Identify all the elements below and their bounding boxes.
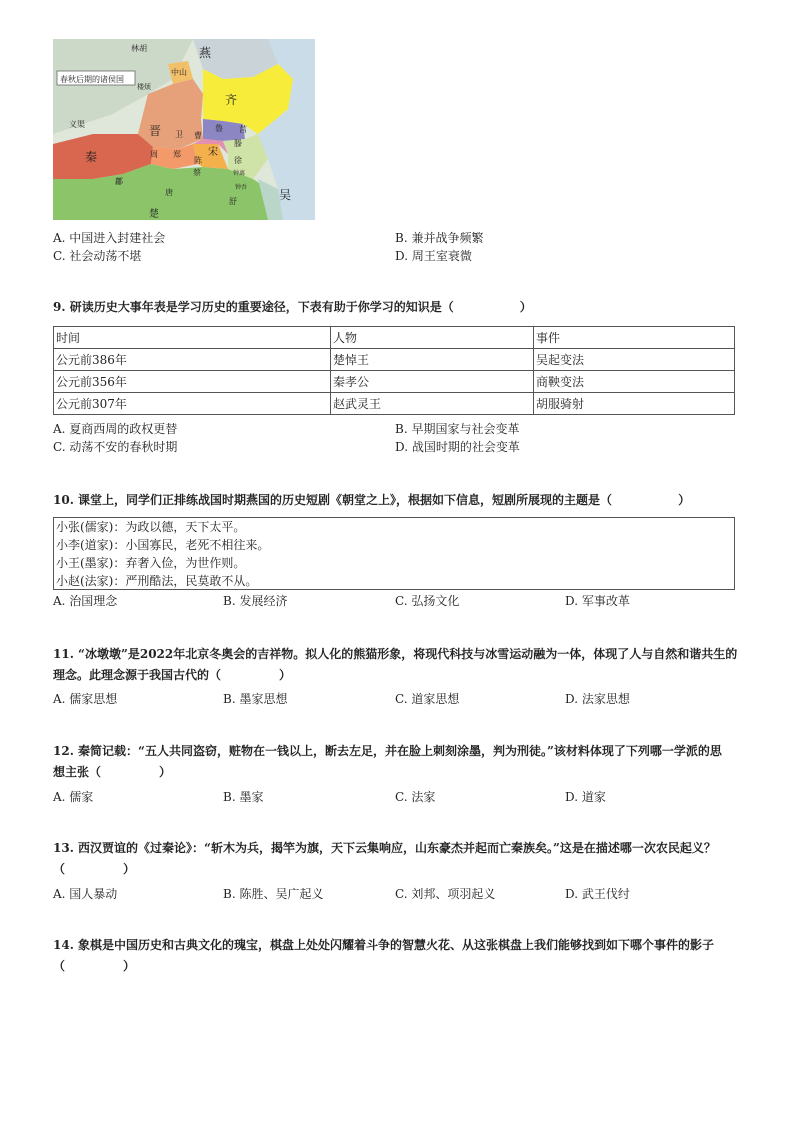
q12-stem: [53, 741, 743, 783]
q14-stem: [53, 935, 743, 977]
table-header-cell: 时间: [54, 327, 331, 349]
map-label-qin: 秦: [85, 150, 98, 164]
q10-stem-text: 10. 课堂上，同学们正排练战国时期燕国的历史短剧《朝堂之上》，根据如下信息，短剧所展现的主题是（: [53, 493, 613, 507]
map-label-song: 宋: [208, 147, 218, 158]
q10-option-d[interactable]: D. 军事改革: [565, 594, 630, 608]
q13-paren-close: ）: [123, 862, 136, 876]
q13-paren-open: （: [53, 862, 66, 876]
q10-line: 小赵(法家)：严刑酷法，民莫敢不从。: [56, 574, 258, 588]
q11-option-a[interactable]: A. 儒家思想: [53, 692, 118, 706]
map-label-tang: 唐: [165, 188, 173, 197]
q11-stem: [53, 644, 743, 686]
map-label-shu: 舒: [229, 197, 237, 206]
q14-paren-open: （: [53, 959, 66, 973]
map-label-wei: 卫: [175, 130, 183, 139]
map-label-ju: 莒: [239, 125, 247, 134]
q14-paren-wrap: [53, 956, 743, 977]
map-label-teng: 滕: [234, 139, 242, 148]
q11-paren-close: ）: [279, 668, 292, 682]
q11-option-b[interactable]: B. 墨家思想: [223, 692, 288, 706]
q13-option-a[interactable]: A. 国人暴动: [53, 887, 118, 901]
q10-line: 小王(墨家)：弃奢入俭，为世作则。: [56, 556, 246, 570]
q14-paren-close: ）: [123, 959, 136, 973]
q12-option-a[interactable]: A. 儒家: [53, 790, 94, 804]
table-row: [54, 349, 735, 371]
map-label-qi: 齐: [225, 93, 238, 107]
q11-stem-line2-wrap: [53, 665, 743, 686]
map-label-wu: 吴: [279, 188, 292, 202]
map-label-cao: 曹: [194, 131, 202, 140]
table-header-row: [54, 327, 735, 349]
table-cell: 商鞅变法: [534, 371, 735, 393]
table-row: [54, 393, 735, 415]
map-label-chen: 陈: [194, 156, 202, 165]
map-legend: 春秋后期的诸侯国: [60, 75, 124, 84]
table-cell: 赵武灵王: [331, 393, 534, 415]
q8-option-c[interactable]: C. 社会动荡不堪: [53, 249, 142, 263]
q9-option-d[interactable]: D. 战国时期的社会变革: [395, 440, 520, 454]
q9-option-b[interactable]: B. 早期国家与社会变革: [395, 422, 520, 436]
map-label-zhongli: 钟离: [233, 170, 246, 177]
map-label-zhou: 周: [150, 150, 158, 159]
q9-stem: [53, 297, 743, 318]
map-label-yong: 鄘: [115, 177, 123, 186]
map-label-zheng: 郑: [173, 150, 181, 159]
q12-stem-line1: 12. 秦简记载：“五人共同盗窃，赃物在一钱以上，断去左足，并在脸上刺刻涂墨，判为刑徒。”该材料体现了下列哪一学派的思: [53, 744, 722, 758]
table-cell: 楚悼王: [331, 349, 534, 371]
spring-autumn-states-map: [53, 39, 315, 220]
q11-option-d[interactable]: D. 法家思想: [565, 692, 630, 706]
q8-option-b[interactable]: B. 兼并战争频繁: [395, 231, 484, 245]
map-label-cai: 蔡: [193, 168, 201, 177]
table-cell: 吴起变法: [534, 349, 735, 371]
q11-stem-line1: 11. “冰墩墩”是2022年北京冬奥会的吉祥物。拟人化的熊猫形象，将现代科技与冰雪运动融为一体，体现了人与自然和谐共生的: [53, 647, 738, 661]
q13-paren-wrap: [53, 859, 743, 880]
q12-stem-line2-wrap: [53, 762, 743, 783]
map-label-linhu: 林胡: [131, 44, 147, 53]
q10-line: 小李(道家)：小国寡民，老死不相往来。: [56, 538, 270, 552]
q9-paren-close: ）: [519, 300, 532, 314]
q10-material-box: [53, 517, 735, 590]
q9-option-a[interactable]: A. 夏商西周的政权更替: [53, 422, 178, 436]
table-header-cell: 人物: [331, 327, 534, 349]
q9-table: [53, 326, 735, 415]
q8-option-d[interactable]: D. 周王室衰微: [395, 249, 472, 263]
map-label-xu: 徐: [234, 156, 242, 165]
q13-option-c[interactable]: C. 刘邦、项羽起义: [395, 887, 496, 901]
q12-stem-line2: 想主张（: [53, 765, 102, 779]
q13-stem-line1: 13. 西汉贾谊的《过秦论》：“斩木为兵，揭竿为旗，天下云集响应，山东豪杰并起而亡秦族矣。”这是在描述哪一次农民起义？: [53, 841, 716, 855]
q14-stem-line1: 14. 象棋是中国历史和古典文化的瑰宝，棋盘上处处闪耀着斗争的智慧火花、从这张棋盘上我们能够找到如下哪个事件的影子: [53, 938, 715, 952]
q9-option-c[interactable]: C. 动荡不安的春秋时期: [53, 440, 178, 454]
map-label-chu: 楚: [149, 209, 159, 220]
q10-line: 小张(儒家)：为政以德，天下太平。: [56, 520, 246, 534]
q10-paren-close: ）: [678, 493, 691, 507]
table-cell: 公元前307年: [54, 393, 331, 415]
q10-option-a[interactable]: A. 治国理念: [53, 594, 118, 608]
map-label-lu: 鲁: [215, 124, 223, 133]
map-label-zhongshan: 中山: [171, 68, 187, 77]
q13-option-b[interactable]: B. 陈胜、吴广起义: [223, 887, 324, 901]
q12-option-d[interactable]: D. 道家: [565, 790, 606, 804]
q9-stem-text: 9. 研读历史大事年表是学习历史的重要途径，下表有助于你学习的知识是（: [53, 300, 454, 314]
table-cell: 秦孝公: [331, 371, 534, 393]
table-cell: 公元前356年: [54, 371, 331, 393]
q12-option-b[interactable]: B. 墨家: [223, 790, 264, 804]
table-cell: 公元前386年: [54, 349, 331, 371]
q11-stem-line2: 理念。此理念源于我国古代的（: [53, 668, 222, 682]
q8-option-a[interactable]: A. 中国进入封建社会: [53, 231, 166, 245]
map-label-yan: 燕: [199, 46, 212, 60]
q13-stem: [53, 838, 743, 880]
table-header-cell: 事件: [534, 327, 735, 349]
table-row: [54, 371, 735, 393]
map-label-yiqu: 义渠: [69, 120, 85, 129]
q12-paren-close: ）: [159, 765, 172, 779]
map-label-jin: 晋: [149, 124, 162, 138]
table-cell: 胡服骑射: [534, 393, 735, 415]
map-label-zhongwu: 钟吾: [235, 184, 248, 191]
q12-option-c[interactable]: C. 法家: [395, 790, 436, 804]
q11-option-c[interactable]: C. 道家思想: [395, 692, 460, 706]
map-label-loufan: 楼烦: [137, 83, 151, 91]
q10-stem: [53, 490, 743, 511]
q10-option-b[interactable]: B. 发展经济: [223, 594, 288, 608]
q10-option-c[interactable]: C. 弘扬文化: [395, 594, 460, 608]
q13-option-d[interactable]: D. 武王伐纣: [565, 887, 630, 901]
